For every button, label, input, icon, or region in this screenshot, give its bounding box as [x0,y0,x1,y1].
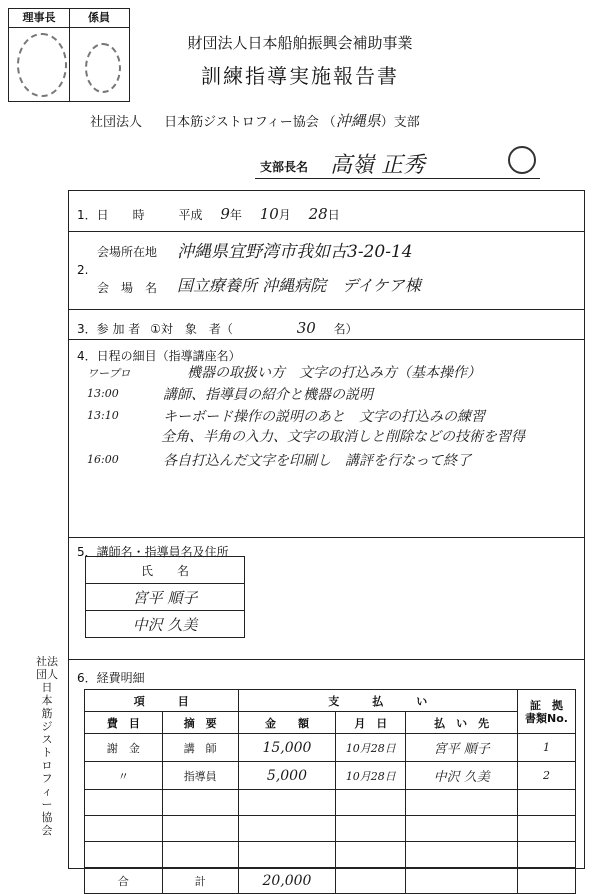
expenses-label: 6．経費明細 [77,671,145,685]
total-label-1: 合 [85,868,163,894]
schedule-text: 機器の取扱い方 文字の打込み方（基本操作） [187,365,481,381]
side-char: 団人 [36,668,58,681]
side-char: ジ [41,720,53,733]
side-char: 筋 [41,707,53,720]
side-char: 社法 [36,655,58,668]
schedule-time: 16:00 [87,453,119,466]
year-unit: 年 [229,208,242,222]
participants-row [77,319,358,337]
org-prefix: 社団法人 [90,115,143,130]
participants-unit: 名） [333,322,358,336]
address-value: 沖縄県宜野湾市我如古3-20-14 [177,242,413,262]
total-amount: 20,000 [238,868,336,894]
branch-chief-label: 支部長名 [260,160,309,174]
side-char: 会 [41,824,53,837]
amount-header: 金 額 [238,712,336,734]
schedule-text: 各自打込んだ文字を印刷し 講評を行なって終了 [163,453,471,469]
chief-seal [508,146,536,174]
participants-item: ①対 象 者（ [150,322,233,336]
expense-type: 〃 [85,762,163,790]
table-row [85,762,576,790]
date-row [77,205,340,223]
schedule-label: 4．日程の細目（指導講座名） [77,349,241,363]
amount: 5,000 [238,762,336,790]
venue-label: 会 場 名 [97,281,158,295]
schedule-text: キーボード操作の説明のあと 文字の打込みの練習 [163,409,485,425]
venue-value: 国立療養所 沖縄病院 デイケア棟 [177,276,421,295]
org-open: （ [322,115,336,130]
participants-count: 30 [296,319,316,337]
table-row [85,842,576,868]
schedule-text: 講師、指導員の紹介と機器の説明 [163,387,373,403]
staff-label: 係員 [69,9,129,28]
director-label: 理事長 [9,9,70,28]
day-unit: 日 [327,208,340,222]
day: 28 [308,205,328,223]
table-row [85,734,576,762]
instructor-name: 宮平 順子 [86,584,245,611]
description-header: 摘 要 [162,712,238,734]
description: 指導員 [162,762,238,790]
item-header: 項 目 [85,690,239,712]
table-row [85,790,576,816]
org-name: 日本筋ジストロフィー協会 [164,115,319,130]
year: 9 [220,205,230,223]
payment-date: 10月28日 [336,734,406,762]
side-char: ィ [41,785,53,798]
table-row [85,816,576,842]
prefecture: 沖縄県 [335,112,381,130]
schedule-text: 全角、半角の入力、文字の取消しと削除などの技術を習得 [161,429,525,445]
names-header: 氏 名 [86,557,245,584]
month: 10 [259,205,279,223]
month-unit: 月 [278,208,291,222]
expense-table [84,689,576,894]
proof-header [518,690,576,734]
side-organization-text [33,655,61,837]
address-label: 会場所在地 [97,245,158,259]
participants-label: 3．参 加 者 [77,322,141,336]
payment-header: 支 払 い [238,690,517,712]
instructor-table [85,556,245,638]
payee-header: 払 い 先 [406,712,518,734]
report-title: 訓練指導実施報告書 [201,64,399,88]
instructor-name: 中沢 久美 [86,611,245,638]
payment-date: 10月28日 [336,762,406,790]
organization-line [90,110,424,131]
payee: 宮平 順子 [406,734,518,762]
side-char: ト [41,746,53,759]
schedule-time: 13:10 [87,409,119,422]
total-label-2: 計 [162,868,238,894]
subsidy-title: 財団法人日本船舶振興会補助事業 [187,34,413,52]
instructors-label: 5．講師名・指導員名及住所 [77,545,229,559]
proof-number: 1 [518,734,576,762]
payee: 中沢 久美 [406,762,518,790]
branch-underline [255,178,540,179]
side-char: フ [41,772,53,785]
amount: 15,000 [238,734,336,762]
expense-type: 謝 金 [85,734,163,762]
description: 講 師 [162,734,238,762]
proof-header-1: 証 拠 [530,698,563,712]
date-header: 月 日 [336,712,406,734]
venue-number: 2. [77,263,89,277]
side-char: 日 [41,681,53,694]
proof-header-2: 書類No. [525,711,568,725]
branch-chief-name: 高嶺 正秀 [330,153,425,178]
expense-type-header: 費 目 [85,712,163,734]
org-close: ）支部 [380,115,420,130]
schedule-time: 13:00 [87,387,119,400]
schedule-time: ワープロ [87,367,131,380]
era: 平成 [178,208,203,222]
side-char: 協 [41,811,53,824]
date-label: 1．日 時 [77,208,145,222]
side-char: ー [41,798,53,811]
side-char: ロ [41,759,53,772]
side-char: 本 [41,694,53,707]
proof-number: 2 [518,762,576,790]
side-char: ス [41,733,53,746]
total-row [85,868,576,894]
